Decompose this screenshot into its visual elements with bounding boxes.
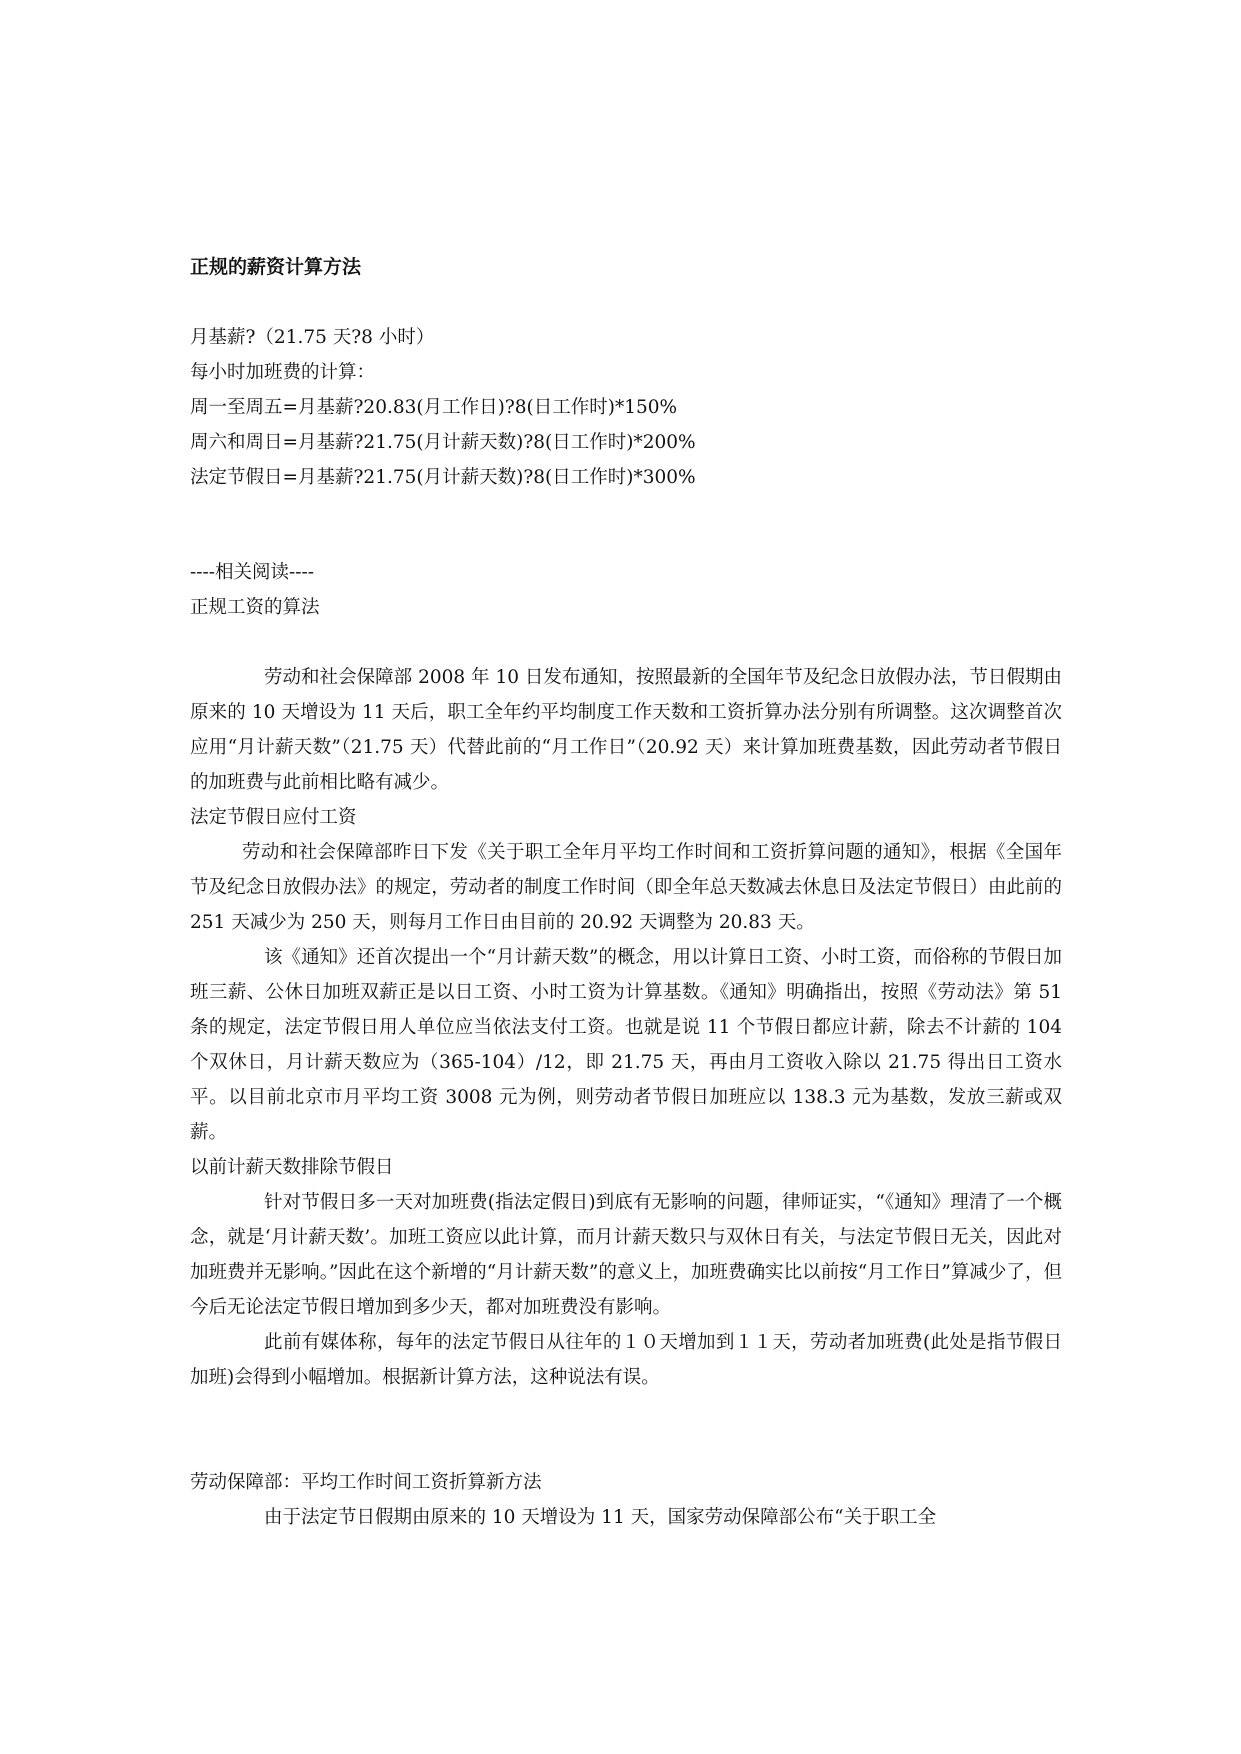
section-2-paragraph-1: 劳动和社会保障部昨日下发《关于职工全年月平均工作时间和工资折算问题的通知》，根据《全国年节及纪念日放假办法》的规定，劳动者的制度工作时间（即全年总天数减去休息日及法定节假日）由此前的 251 天减少为 250 天，则每月工作日由目前的 20.92 天调整为 20.83 天。 [190,842,1062,933]
section-4-title: 劳动保障部：平均工作时间工资折算新方法 [190,1472,542,1493]
section-1-title: 正规工资的算法 [190,597,320,618]
section-3-title: 以前计薪天数排除节假日 [190,1157,394,1178]
document-content [190,250,1062,1535]
spacer [190,285,1062,320]
formula-line-1: 月基薪?（21.75 天?8 小时） [190,327,435,348]
section-1-paragraph: 劳动和社会保障部 2008 年 10 日发布通知，按照最新的全国年节及纪念日放假办法，节日假期由原来的 10 天增设为 11 天后，职工全年约平均制度工作天数和工资折算办法分别有所调整。这次调整首次应用“月计薪天数”（21.75 天）代替此前的“月工作日”（20.92 天）来计算加班费基数，因此劳动者节假日的加班费与此前相比略有减少。 [190,667,1062,793]
section-3-paragraph-1: 针对节假日多一天对加班费(指法定假日)到底有无影响的问题，律师证实，“《通知》理清了一个概念，就是‘月计薪天数’。加班工资应以此计算，而月计薪天数只与双休日有关，与法定节假日无关，因此对加班费并无影响。”因此在这个新增的“月计薪天数”的意义上，加班费确实比以前按“月工作日”算减少了，但今后无论法定节假日增加到多少天，都对加班费没有影响。 [190,1192,1062,1318]
section-4-paragraph: 由于法定节日假期由原来的 10 天增设为 11 天，国家劳动保障部公布“关于职工全 [264,1507,937,1528]
formula-line-2: 每小时加班费的计算： [190,362,376,383]
section-3-paragraph-2: 此前有媒体称，每年的法定节假日从往年的１０天增加到１１天，劳动者加班费(此处是指节假日加班)会得到小幅增加。根据新计算方法，这种说法有误。 [190,1332,1062,1388]
section-2-title: 法定节假日应付工资 [190,807,357,828]
related-heading: ----相关阅读---- [190,562,315,583]
spacer [190,1395,1062,1465]
spacer [190,625,1062,660]
formula-line-4: 周六和周日=月基薪?21.75(月计薪天数)?8(日工作时)*200% [190,432,696,453]
section-2-paragraph-2: 该《通知》还首次提出一个“月计薪天数”的概念，用以计算日工资、小时工资，而俗称的节假日加班三薪、公休日加班双薪正是以日工资、小时工资为计算基数。《通知》明确指出，按照《劳动法》第 51 条的规定，法定节假日用人单位应当依法支付工资。也就是说 11 个节假日都应计薪，除去不计薪的 104 个双休日，月计薪天数应为（365-104）/12，即 21.75 天，再由月工资收入除以 21.75 得出日工资水平。以目前北京市月平均工资 3008 元为例，则劳动者节假日加班应以 138.3 元为基数，发放三薪或双薪。 [190,947,1062,1143]
formula-line-5: 法定节假日=月基薪?21.75(月计薪天数)?8(日工作时)*300% [190,467,696,488]
document-title: 正规的薪资计算方法 [190,256,362,278]
spacer [190,495,1062,555]
formula-line-3: 周一至周五=月基薪?20.83(月工作日)?8(日工作时)*150% [190,397,678,418]
